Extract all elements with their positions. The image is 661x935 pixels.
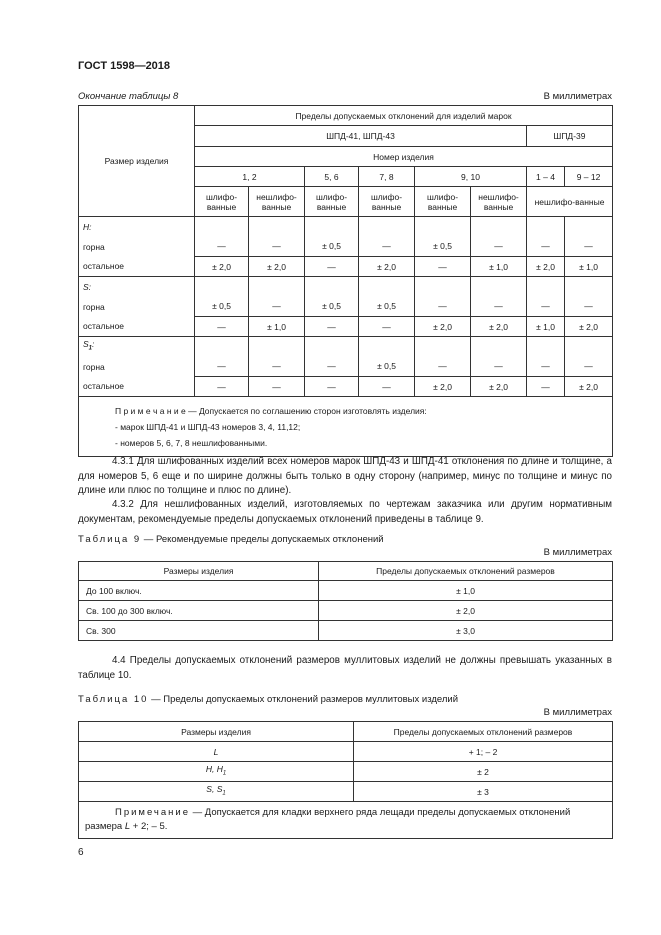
table-8: [78, 105, 613, 457]
kind-cell: шлифо-ванные: [415, 187, 471, 217]
spacer-cell: [415, 217, 471, 237]
table-10: [78, 721, 613, 839]
value-cell: —: [305, 377, 359, 397]
table10-caption-text: — Пределы допускаемых отклонений размеров муллитовых изделий: [148, 694, 459, 705]
value-cell: —: [195, 377, 249, 397]
spacer-cell: [305, 337, 359, 357]
table9-cell: Св. 300: [79, 621, 319, 641]
row-label: остальное: [79, 257, 195, 277]
value-cell: ± 0,5: [195, 297, 249, 317]
value-cell: ± 1,0: [565, 257, 613, 277]
value-cell: ± 2,0: [415, 377, 471, 397]
table10-header-limits: Пределы допускаемых отклонений размеров: [354, 722, 613, 742]
value-cell: —: [527, 297, 565, 317]
value-cell: —: [415, 257, 471, 277]
value-cell: —: [415, 357, 471, 377]
value-cell: —: [415, 297, 471, 317]
table9-header-limits: Пределы допускаемых отклонений размеров: [319, 562, 613, 581]
value-cell: —: [359, 317, 415, 337]
number-1-2: 1, 2: [195, 167, 305, 187]
value-cell: —: [471, 237, 527, 257]
paragraph-4-3-1: 4.3.1 Для шлифованных изделий всех номеров марок ШПД-43 и ШПД-41 отклонения по длине и толщине, а для номеров 5, 6 еще и по ширине должны быть только в одну сторону (например, минус по толщине и минус по длине или плюс по толщине и плюс по длине).: [78, 456, 612, 496]
row-label: горна: [79, 237, 195, 257]
value-cell: ± 0,5: [415, 237, 471, 257]
table10-cell: ± 3: [354, 782, 613, 802]
brand-shpd39: ШПД-39: [527, 126, 613, 147]
table10-note-text: — Допускается для кладки верхнего ряда лещади пределы допускаемых отклонений размера L + 2; – 5.: [85, 807, 571, 832]
table9-cell: ± 3,0: [319, 621, 613, 641]
limits-header: Пределы допускаемых отклонений для изделий марок: [195, 106, 613, 126]
number-9-12: 9 – 12: [565, 167, 613, 187]
note-line: - марок ШПД-41 и ШПД-43 номеров 3, 4, 11,12;: [115, 422, 301, 432]
table9-caption-label: Таблица 9: [78, 534, 142, 545]
value-cell: —: [305, 257, 359, 277]
value-cell: —: [195, 357, 249, 377]
spacer-cell: [527, 217, 565, 237]
row-label: горна: [79, 357, 195, 377]
table8-note: [79, 397, 613, 457]
number-5-6: 5, 6: [305, 167, 359, 187]
value-cell: ± 2,0: [471, 317, 527, 337]
spacer-cell: [359, 277, 415, 297]
table10-caption-label: Таблица 10: [78, 694, 149, 705]
value-cell: —: [195, 237, 249, 257]
spacer-cell: [471, 337, 527, 357]
size-header: Размер изделия: [79, 106, 195, 217]
spacer-cell: [471, 277, 527, 297]
spacer-cell: [415, 277, 471, 297]
table10-unit: В миллиметрах: [543, 707, 612, 718]
table9-header-size: Размеры изделия: [79, 562, 319, 581]
table10-note: [79, 802, 613, 839]
value-cell: —: [249, 357, 305, 377]
group-label: H:: [79, 217, 195, 237]
spacer-cell: [249, 277, 305, 297]
document-header: ГОСТ 1598—2018: [78, 60, 171, 72]
value-cell: —: [471, 297, 527, 317]
spacer-cell: [305, 217, 359, 237]
spacer-cell: [195, 337, 249, 357]
table10-cell: S, $S_1$: [79, 782, 354, 802]
value-cell: ± 2,0: [415, 317, 471, 337]
spacer-cell: [359, 217, 415, 237]
spacer-cell: [249, 217, 305, 237]
table10-header-size: Размеры изделия: [79, 722, 354, 742]
value-cell: ± 0,5: [359, 357, 415, 377]
value-cell: ± 0,5: [305, 237, 359, 257]
spacer-cell: [305, 277, 359, 297]
table10-cell: L: [79, 742, 354, 762]
value-cell: ± 2,0: [565, 317, 613, 337]
number-7-8: 7, 8: [359, 167, 415, 187]
table-9: [78, 561, 613, 641]
group-label: $S_1$:: [79, 337, 195, 357]
spacer-cell: [565, 337, 613, 357]
spacer-cell: [415, 337, 471, 357]
value-cell: —: [565, 357, 613, 377]
page-number: 6: [78, 847, 84, 858]
value-cell: —: [471, 357, 527, 377]
spacer-cell: [195, 277, 249, 297]
table9-caption-text: — Рекомендуемые пределы допускаемых отклонений: [141, 534, 384, 545]
row-label: остальное: [79, 377, 195, 397]
table9-unit: В миллиметрах: [543, 547, 612, 558]
value-cell: —: [249, 297, 305, 317]
value-cell: ± 1,0: [527, 317, 565, 337]
value-cell: —: [527, 237, 565, 257]
spacer-cell: [565, 277, 613, 297]
value-cell: ± 2,0: [527, 257, 565, 277]
value-cell: —: [249, 237, 305, 257]
paragraph-4-4: 4.4 Пределы допускаемых отклонений размеров муллитовых изделий не должны превышать указанных в таблице 10.: [78, 655, 612, 681]
table8-caption: Окончание таблицы 8: [78, 91, 179, 102]
note-line: - номеров 5, 6, 7, 8 нешлифованными.: [115, 438, 268, 448]
note-line: П р и м е ч а н и е — Допускается по соглашению сторон изготовлять изделия:: [115, 406, 427, 416]
table9-caption: [78, 534, 384, 545]
value-cell: —: [527, 357, 565, 377]
value-cell: ± 1,0: [249, 317, 305, 337]
table9-cell: ± 1,0: [319, 581, 613, 601]
kind-cell: нешлифо-ванные: [471, 187, 527, 217]
kind-cell: шлифо-ванные: [359, 187, 415, 217]
table10-cell: H, $H_1$: [79, 762, 354, 782]
value-cell: ± 0,5: [359, 297, 415, 317]
spacer-cell: [527, 277, 565, 297]
value-cell: ± 2,0: [471, 377, 527, 397]
number-header: Номер изделия: [195, 147, 613, 167]
value-cell: —: [565, 297, 613, 317]
value-cell: —: [305, 317, 359, 337]
table10-cell: + 1; – 2: [354, 742, 613, 762]
value-cell: —: [359, 377, 415, 397]
spacer-cell: [249, 337, 305, 357]
kind-cell: шлифо-ванные: [305, 187, 359, 217]
value-cell: —: [249, 377, 305, 397]
table10-note-label: Примечание: [115, 807, 190, 818]
value-cell: ± 1,0: [471, 257, 527, 277]
value-cell: —: [195, 317, 249, 337]
value-cell: ± 2,0: [565, 377, 613, 397]
number-1-4: 1 – 4: [527, 167, 565, 187]
spacer-cell: [195, 217, 249, 237]
table8-unit: В миллиметрах: [543, 91, 612, 102]
spacer-cell: [471, 217, 527, 237]
value-cell: ± 0,5: [305, 297, 359, 317]
value-cell: —: [565, 237, 613, 257]
value-cell: —: [359, 237, 415, 257]
value-cell: —: [527, 377, 565, 397]
row-label: остальное: [79, 317, 195, 337]
spacer-cell: [359, 337, 415, 357]
kind-cell: нешлифо-ванные: [527, 187, 613, 217]
value-cell: —: [305, 357, 359, 377]
group-label: S:: [79, 277, 195, 297]
table10-caption: [78, 694, 458, 705]
row-label: горна: [79, 297, 195, 317]
value-cell: ± 2,0: [195, 257, 249, 277]
kind-cell: нешлифо-ванные: [249, 187, 305, 217]
table9-cell: Св. 100 до 300 включ.: [79, 601, 319, 621]
table10-cell: ± 2: [354, 762, 613, 782]
brand-shpd41-43: ШПД-41, ШПД-43: [195, 126, 527, 147]
spacer-cell: [527, 337, 565, 357]
table9-cell: До 100 включ.: [79, 581, 319, 601]
table8-body: [79, 217, 613, 397]
value-cell: ± 2,0: [359, 257, 415, 277]
paragraph-4-3-2: 4.3.2 Для нешлифованных изделий, изготовляемых по чертежам заказчика или другим нормативным документам, рекомендуемые пределы допускаемых отклонений приведены в таблице 9.: [78, 499, 612, 525]
kind-cell: шлифо-ванные: [195, 187, 249, 217]
spacer-cell: [565, 217, 613, 237]
table9-cell: ± 2,0: [319, 601, 613, 621]
number-9-10: 9, 10: [415, 167, 527, 187]
value-cell: ± 2,0: [249, 257, 305, 277]
